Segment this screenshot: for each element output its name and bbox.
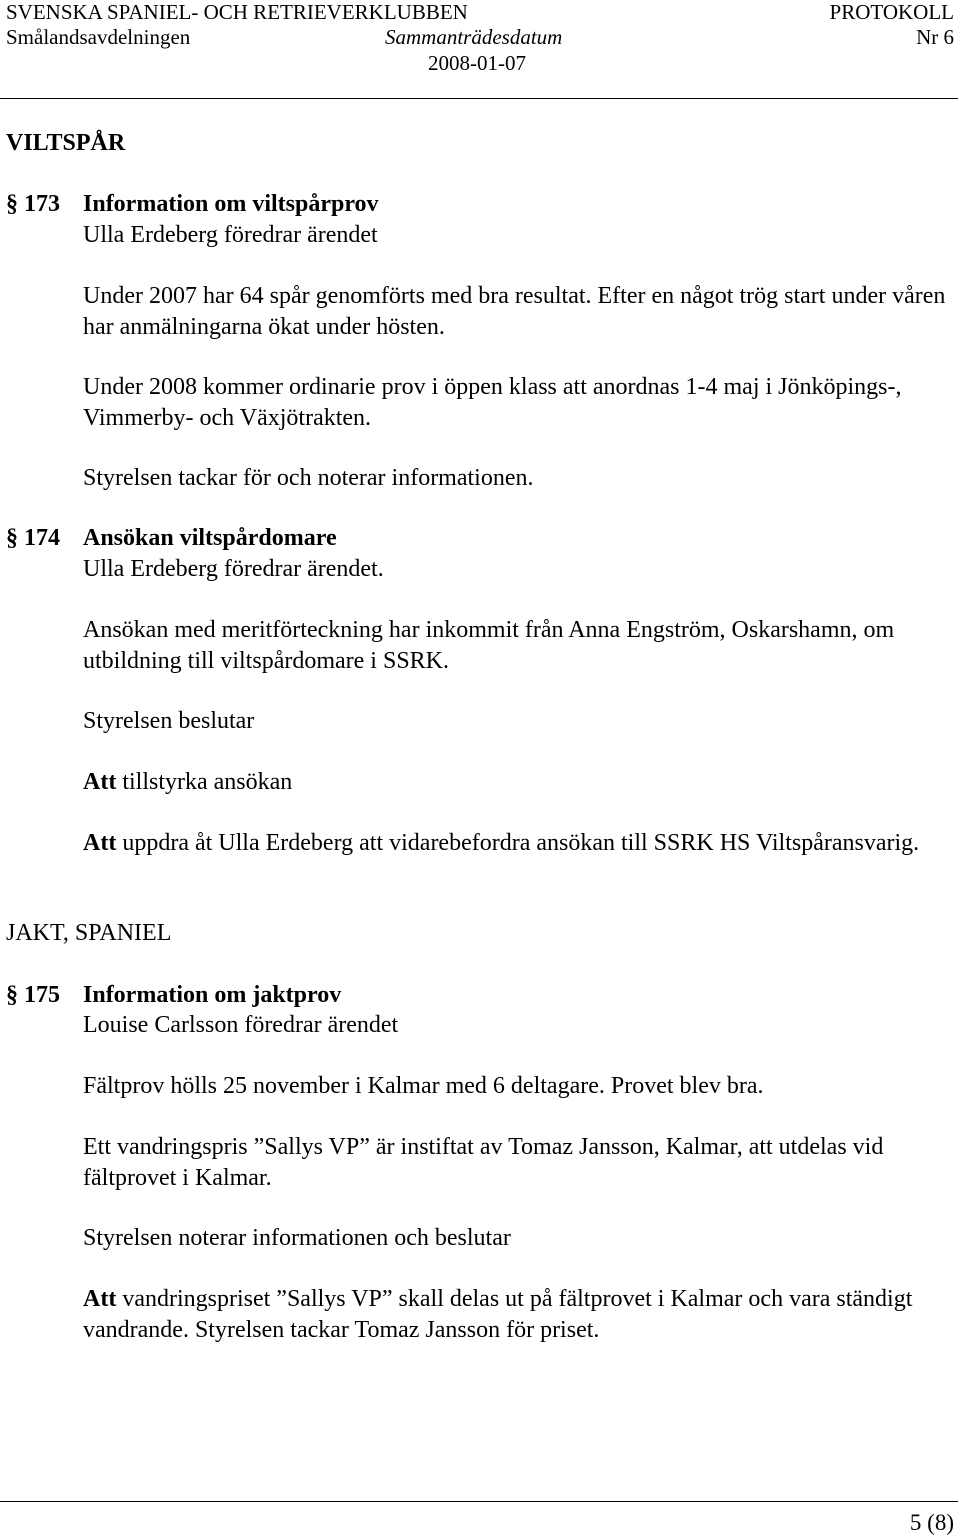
header-doc-type: PROTOKOLL (829, 0, 954, 24)
item-173-paragraph-2: Under 2008 kommer ordinarie prov i öppen klass att anordnas 1-4 maj i Jönköpings-, Vimmerby- och Växjötrakten. (83, 374, 902, 431)
decision-text: tillstyrka ansökan (122, 769, 293, 795)
item-175-paragraph-3: Styrelsen noterar informationen och beslutar (83, 1225, 511, 1251)
item-174-presenter: Ulla Erdeberg föredrar ärendet. (83, 556, 384, 582)
item-175-decision-1 (83, 1284, 953, 1345)
att-word: Att (83, 830, 117, 856)
paragraph-symbol: § (6, 191, 18, 217)
item-173-heading (6, 189, 379, 219)
item-174-heading (6, 523, 337, 553)
item-title: Information om jaktprov (83, 982, 342, 1008)
decision-text: uppdra åt Ulla Erdeberg att vidarebefordra ansökan till SSRK HS Viltspåransvarig. (122, 830, 920, 856)
item-title: Ansökan viltspårdomare (83, 525, 337, 551)
item-173-paragraph-3: Styrelsen tackar för och noterar informationen. (83, 465, 534, 491)
item-175-heading (6, 980, 341, 1010)
item-175-paragraph-2: Ett vandringspris ”Sallys VP” är instiftat av Tomaz Jansson, Kalmar, att utdelas vid fältprovet i Kalmar. (83, 1134, 884, 1191)
section-title-viltspar: VILTSPÅR (6, 130, 126, 156)
item-title: Information om viltspårprov (83, 191, 379, 217)
header-division: Smålandsavdelningen (6, 25, 191, 49)
item-175-presenter: Louise Carlsson föredrar ärendet (83, 1012, 399, 1038)
header-date: 2008-01-07 (428, 51, 526, 75)
att-word: Att (83, 769, 117, 795)
item-number: 175 (24, 982, 60, 1008)
paragraph-symbol: § (6, 525, 18, 551)
item-173-paragraph-1: Under 2007 har 64 spår genomförts med bra resultat. Efter en något trög start under våren har anmälningarna ökat under hösten. (83, 283, 946, 340)
item-number: 173 (24, 191, 60, 217)
item-174-paragraph-2: Styrelsen beslutar (83, 708, 255, 734)
page-number: 5 (8) (909, 1510, 954, 1535)
header-divider (0, 98, 958, 99)
item-174-paragraph-1: Ansökan med meritförteckning har inkommit från Anna Engström, Oskarshamn, om utbildning till viltspårdomare i SSRK. (83, 617, 895, 674)
item-173-presenter: Ulla Erdeberg föredrar ärendet (83, 222, 378, 248)
att-word: Att (83, 1286, 117, 1312)
footer-divider (0, 1501, 958, 1502)
decision-text: vandringspriset ”Sallys VP” skall delas ut på fältprovet i Kalmar och vara ständigt vandrande. Styrelsen tackar Tomaz Jansson för priset. (83, 1286, 913, 1343)
paragraph-symbol: § (6, 982, 18, 1008)
header-org: SVENSKA SPANIEL- OCH RETRIEVERKLUBBEN (6, 0, 468, 24)
header-meeting-label: Sammanträdesdatum (385, 25, 563, 49)
item-175-paragraph-1: Fältprov hölls 25 november i Kalmar med 6 deltagare. Provet blev bra. (83, 1073, 764, 1099)
header-number: Nr 6 (916, 25, 954, 49)
item-number: 174 (24, 525, 60, 551)
item-174-decision-1 (83, 767, 953, 798)
section-title-jakt: JAKT, SPANIEL (6, 920, 172, 946)
item-174-decision-2 (83, 828, 953, 859)
